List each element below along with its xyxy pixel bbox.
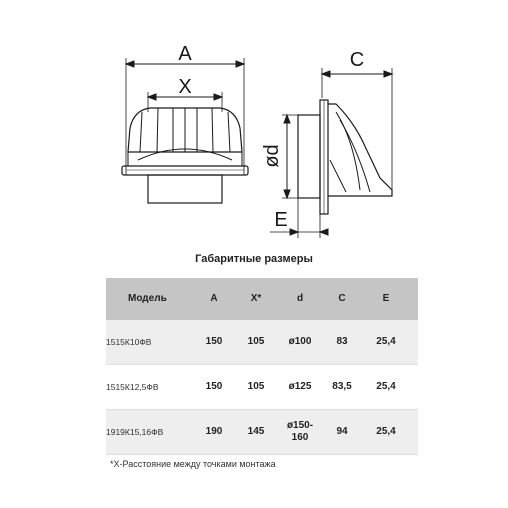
hood-side-rib bbox=[330, 160, 346, 192]
arrow-e-right bbox=[320, 229, 328, 235]
arrow-d-top bbox=[284, 115, 290, 123]
cell-e: 25,4 bbox=[376, 426, 396, 437]
cell-e: 25,4 bbox=[376, 381, 396, 392]
table-row bbox=[106, 410, 418, 455]
cell-model: 1515К12,5ФВ bbox=[106, 382, 159, 392]
cell-model: 1919К15,16ФВ bbox=[106, 427, 164, 437]
arrow-d-bottom bbox=[284, 190, 290, 198]
cell-e: 25,4 bbox=[376, 336, 396, 347]
cell-x: 145 bbox=[247, 426, 265, 437]
header-a: A bbox=[210, 293, 218, 304]
dimension-drawing-svg bbox=[0, 0, 508, 250]
label-x: X bbox=[178, 76, 192, 98]
label-c: C bbox=[349, 49, 365, 71]
header-d: d bbox=[296, 293, 304, 304]
cell-c: 83,5 bbox=[332, 381, 352, 392]
cell-a: 150 bbox=[205, 381, 223, 392]
cell-d: ø100 bbox=[288, 336, 312, 347]
table-caption: Габаритные размеры bbox=[195, 253, 313, 265]
footnote: *X-Расстояние между точками монтажа bbox=[110, 459, 276, 469]
cell-d: ø125 bbox=[288, 381, 312, 392]
hood-side-profile bbox=[328, 104, 392, 196]
table-header-row bbox=[106, 278, 418, 320]
dimensions-table bbox=[106, 278, 418, 455]
spigot-pipe bbox=[148, 175, 222, 203]
table-row bbox=[106, 320, 418, 365]
cell-c: 94 bbox=[336, 426, 348, 437]
cell-model: 1515К10ФВ bbox=[106, 337, 152, 347]
header-x: X* bbox=[250, 293, 262, 304]
cell-d: ø150-160 bbox=[286, 420, 314, 443]
arrow-a-right bbox=[236, 61, 244, 67]
header-e: E bbox=[382, 293, 390, 304]
mounting-flange bbox=[122, 166, 248, 175]
arrow-a-left bbox=[126, 61, 134, 67]
table-row bbox=[106, 365, 418, 410]
cell-x: 105 bbox=[247, 336, 265, 347]
label-e: E bbox=[274, 209, 288, 231]
label-d: ød bbox=[261, 144, 283, 168]
hood-rib bbox=[140, 112, 142, 152]
hood-rib bbox=[157, 108, 158, 152]
arrow-c-right bbox=[384, 71, 392, 77]
cell-x: 105 bbox=[247, 381, 265, 392]
hood-rib bbox=[212, 108, 213, 152]
arrow-x-left bbox=[148, 94, 156, 100]
cell-a: 150 bbox=[205, 336, 223, 347]
cell-c: 83 bbox=[336, 336, 348, 347]
arrow-x-right bbox=[214, 94, 222, 100]
hood-rib bbox=[228, 112, 230, 152]
spigot-side bbox=[298, 115, 320, 198]
header-model: Модель bbox=[128, 293, 167, 304]
arrow-e-left bbox=[290, 229, 298, 235]
arrow-c-left bbox=[322, 71, 330, 77]
header-c: C bbox=[338, 293, 346, 304]
label-a: A bbox=[178, 43, 192, 65]
technical-drawing bbox=[0, 0, 508, 250]
cell-a: 190 bbox=[205, 426, 223, 437]
hood-side-rib bbox=[340, 120, 370, 192]
